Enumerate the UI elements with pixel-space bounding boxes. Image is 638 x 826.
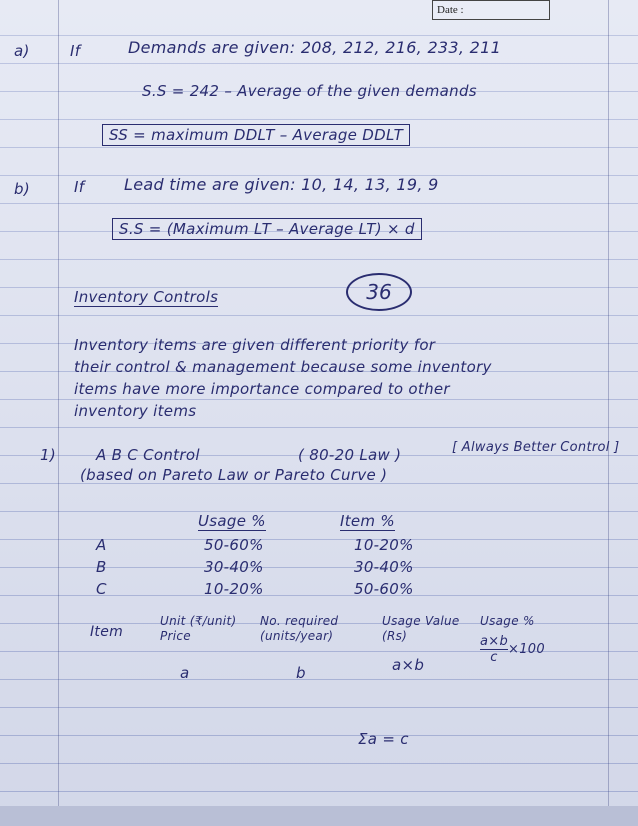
row-b-usage: 30-40% <box>204 558 264 576</box>
calc-sum: Σa = c <box>358 730 409 748</box>
date-field: Date : <box>432 0 550 20</box>
usage-pct-fraction <box>480 634 508 665</box>
part-b-lead: If <box>74 178 85 196</box>
page-bottom-edge <box>0 806 638 826</box>
paragraph-line-1: Inventory items are given different priority for <box>74 336 436 354</box>
part-a-label: a) <box>14 42 30 60</box>
abc-basis: (based on Pareto Law or Pareto Curve ) <box>80 466 388 484</box>
abc-number: 1) <box>40 446 56 464</box>
row-c-class: C <box>96 580 107 598</box>
usage-pct-multiplier: ×100 <box>508 642 545 657</box>
abc-heading: A B C Control <box>96 446 200 464</box>
row-c-usage: 10-20% <box>204 580 264 598</box>
calc-col-usage-pct: Usage % <box>480 614 535 628</box>
calc-col-unit-price: Unit (₹/unit) Price <box>160 614 237 643</box>
part-b-formula: S.S = (Maximum LT – Average LT) × d <box>112 218 422 240</box>
table-header-usage: Usage % <box>198 512 266 530</box>
calc-row-b: b <box>296 664 306 682</box>
part-a-formula: SS = maximum DDLT – Average DDLT <box>102 124 410 146</box>
usage-pct-denominator: c <box>490 650 498 665</box>
row-b-item: 30-40% <box>354 558 414 576</box>
usage-pct-numerator: a×b <box>480 634 509 649</box>
paragraph-line-4: inventory items <box>74 402 197 420</box>
calc-col-usage-value: Usage Value (Rs) <box>382 614 460 643</box>
part-a-lead: If <box>70 42 81 60</box>
margin-line-left <box>58 0 59 826</box>
part-a-demands: Demands are given: 208, 212, 216, 233, 211 <box>128 38 502 57</box>
row-a-item: 10-20% <box>354 536 414 554</box>
abc-always-better: [ Always Better Control ] <box>452 440 620 455</box>
part-b-leadtimes: Lead time are given: 10, 14, 13, 19, 9 <box>124 175 439 194</box>
part-b-label: b) <box>14 180 30 198</box>
margin-line-right <box>608 0 609 826</box>
paragraph-line-3: items have more importance compared to other <box>74 380 450 398</box>
calc-usage-pct-formula <box>480 634 545 665</box>
abc-law: ( 80-20 Law ) <box>298 446 402 464</box>
calc-col-required: No. required (units/year) <box>260 614 339 643</box>
part-a-ss-line: S.S = 242 – Average of the given demands <box>142 82 477 100</box>
row-a-usage: 50-60% <box>204 536 264 554</box>
section-title: Inventory Controls <box>74 288 219 306</box>
calc-row-axb: a×b <box>392 656 425 674</box>
table-header-item: Item % <box>340 512 395 530</box>
calc-col-item: Item <box>90 624 124 640</box>
paragraph-line-2: their control & management because some inventory <box>74 358 492 376</box>
row-b-class: B <box>96 558 107 576</box>
page-mark-circle: 36 <box>346 273 412 311</box>
calc-row-a: a <box>180 664 190 682</box>
row-a-class: A <box>96 536 107 554</box>
row-c-item: 50-60% <box>354 580 414 598</box>
